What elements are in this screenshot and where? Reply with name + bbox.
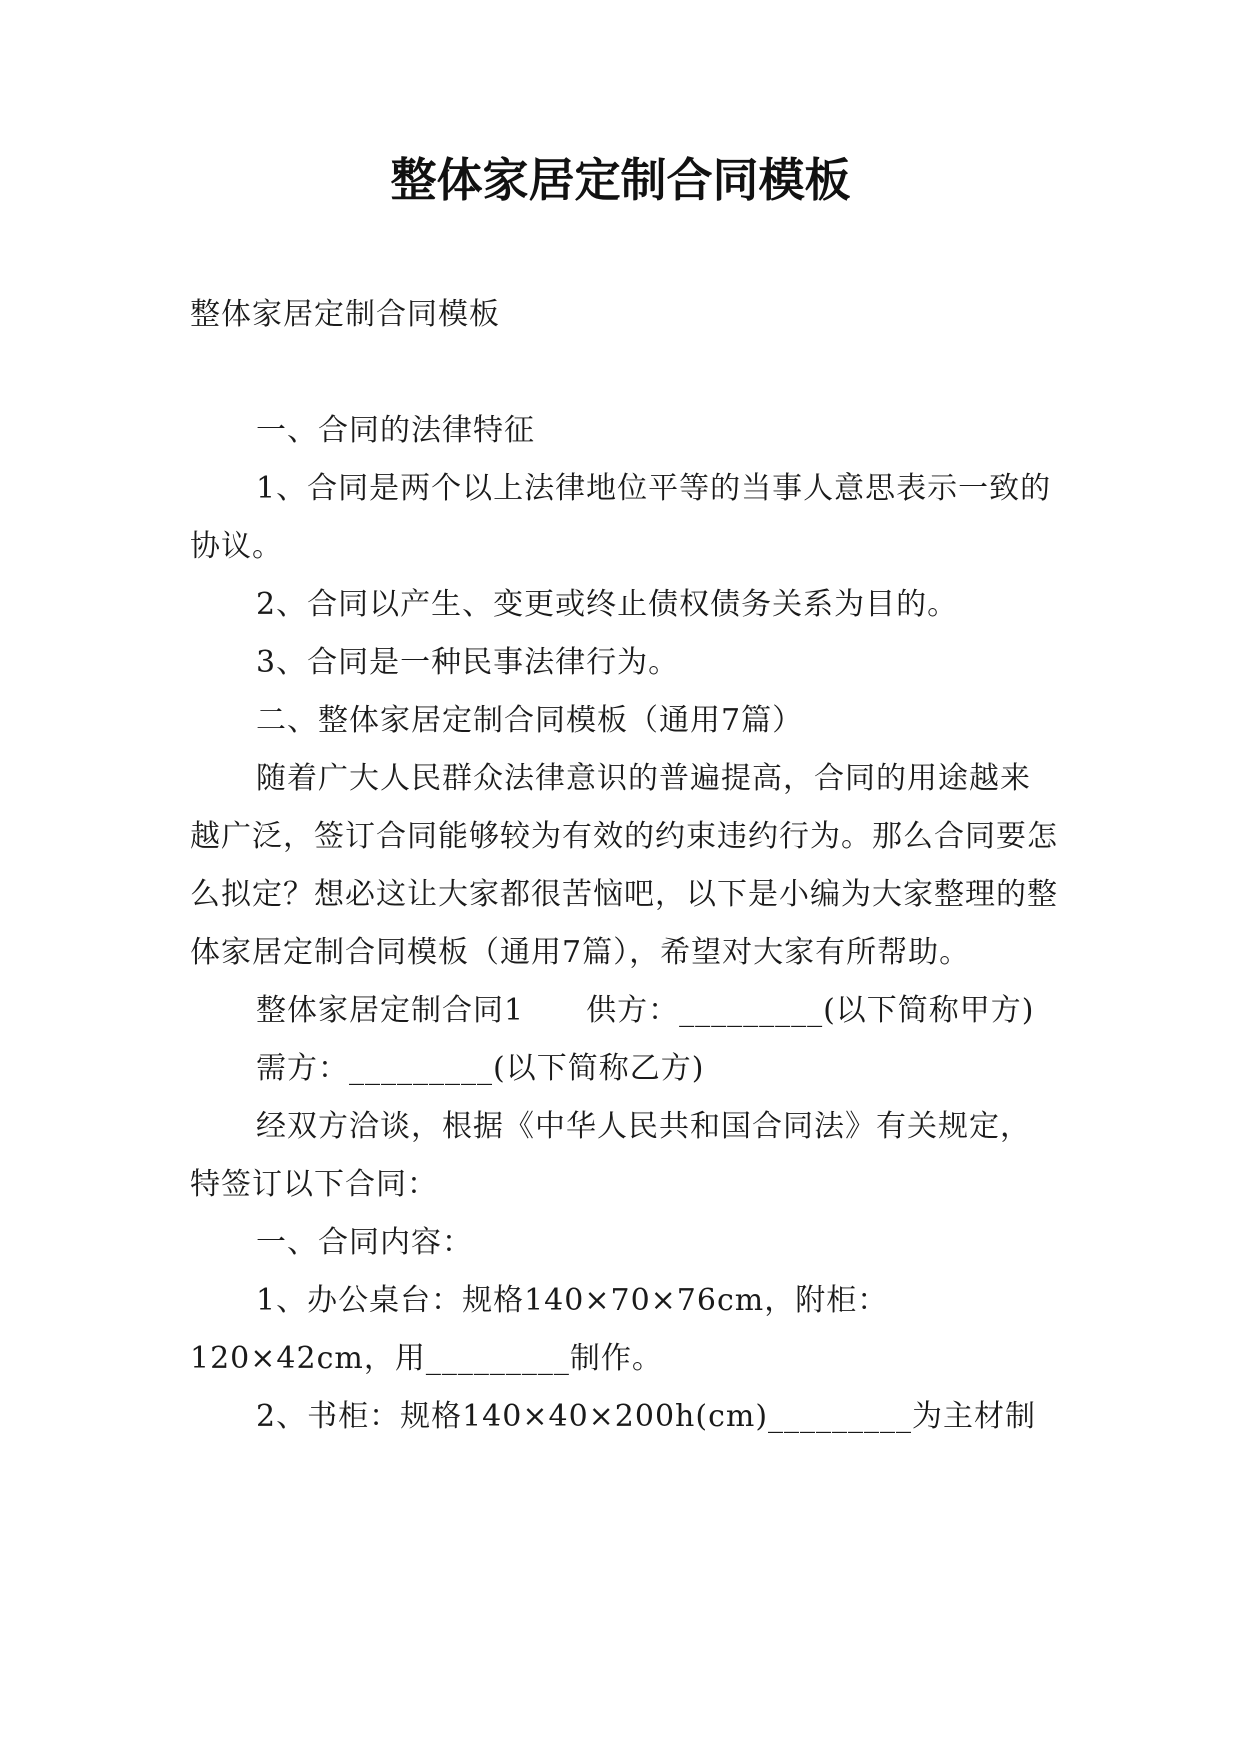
paragraph: 经双方洽谈，根据《中华人民共和国合同法》有关规定，特签订以下合同： <box>190 1109 1031 1202</box>
section-heading-templates: 二、整体家居定制合同模板（通用7篇） <box>256 703 804 738</box>
paragraph: 随着广大人民群众法律意识的普遍提高，合同的用途越来越广泛，签订合同能够较为有效的约束违约行为。那么合同要怎么拟定？想必这让大家都很苦恼吧，以下是小编为大家整理的整体家居定制合同模板（通用7篇），希望对大家有所帮助。 <box>190 761 1058 970</box>
section-heading-contract-content: 一、合同内容： <box>256 1225 473 1260</box>
paragraph: 整体家居定制合同1 供方：_________(以下简称甲方) <box>256 993 1035 1028</box>
paragraph: 2、书柜：规格140×40×200h(cm)_________为主材制 <box>256 1399 1037 1434</box>
paragraph: 需方：_________(以下简称乙方) <box>256 1051 705 1086</box>
paragraph: 3、合同是一种民事法律行为。 <box>256 645 680 680</box>
document-body <box>190 286 1060 1446</box>
section-heading-legal-features: 一、合同的法律特征 <box>256 413 535 448</box>
document-subtitle: 整体家居定制合同模板 <box>190 297 500 332</box>
paragraph: 2、合同以产生、变更或终止债权债务关系为目的。 <box>256 587 959 622</box>
paragraph: 1、合同是两个以上法律地位平等的当事人意思表示一致的协议。 <box>190 471 1052 564</box>
paragraph: 1、办公桌台：规格140×70×76cm，附柜：120×42cm，用_________制作。 <box>190 1283 889 1376</box>
document-title: 整体家居定制合同模板 <box>390 153 851 207</box>
